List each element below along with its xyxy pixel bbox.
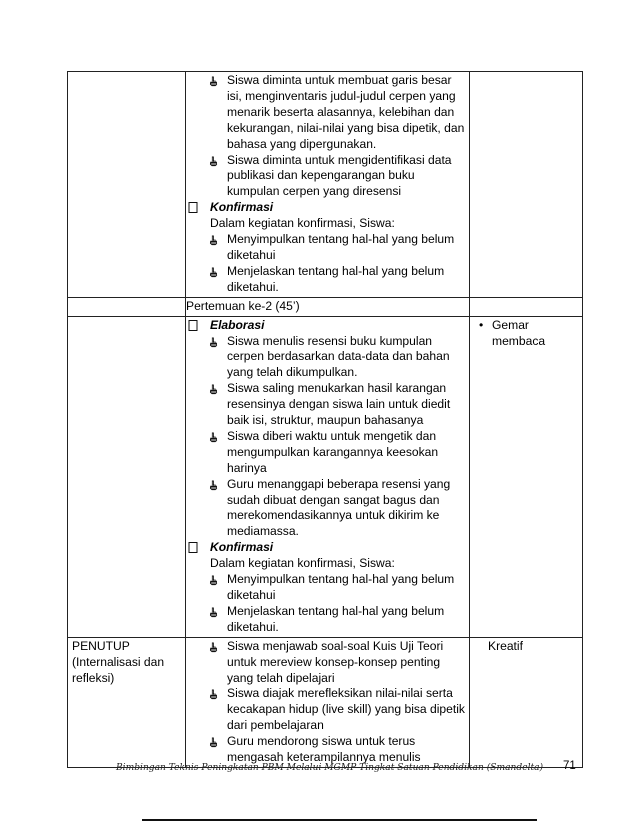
footer-divider [142,819,537,821]
activity-cell [186,316,470,637]
missing-glyph-box-icon [188,202,198,213]
activity-cell [186,72,470,298]
section-heading: Elaborasi [186,318,465,334]
activity-cell [186,637,470,767]
list-item: Siswa menjawab soal-soal Kuis Uji Teori untuk mereview konsep-konsep penting yang telah dipelajari [186,639,465,687]
character-cell [470,72,583,298]
character-value: • Gemar membaca [479,317,546,348]
activity-cell [186,297,470,316]
pointing-hand-icon [208,480,219,491]
pointing-hand-icon [208,432,219,443]
character-cell [470,316,583,637]
section-heading: Konfirmasi [186,200,465,216]
section-intro: Dalam kegiatan konfirmasi, Siswa: [210,216,395,231]
table-row [68,637,583,767]
list-item: Menjelaskan tentang hal-hal yang belum diketahui. [186,264,465,296]
character-cell [470,637,583,767]
pointing-hand-icon [208,76,219,87]
stage-cell [68,72,186,298]
pointing-hand-icon [208,384,219,395]
pointing-hand-icon [208,235,219,246]
pointing-hand-icon [208,337,219,348]
pointing-hand-icon [208,642,219,653]
pointing-hand-icon [208,689,219,700]
table-row [68,316,583,637]
section-heading: Konfirmasi [186,540,465,556]
stage-sublabel: refleksi) [72,670,115,685]
list-item: Menyimpulkan tentang hal-hal yang belum diketahui [186,232,465,264]
character-value: Kreatif [488,638,523,653]
pointing-hand-icon [208,267,219,278]
list-item: Siswa diberi waktu untuk mengetik dan mengumpulkan karangannya keesokan harinya [186,429,465,477]
character-cell [470,297,583,316]
list-item: Guru mendorong siswa untuk terus mengasah keterampilannya menulis [186,734,465,766]
list-item: Siswa diminta untuk mengidentifikasi data publikasi dan kepengarangan buku kumpulan cerpen yang diresensi [186,153,465,201]
pointing-hand-icon [208,575,219,586]
list-item: Siswa saling menukarkan hasil karangan resensinya dengan siswa lain untuk diedit baik isi, struktur, maupun bahasanya [186,381,465,429]
lesson-plan-table [67,71,583,768]
list-item: Guru menanggapi beberapa resensi yang sudah dibuat dengan sangat bagus dan merekomendasikannya untuk dikirim ke mediamassa. [186,477,465,541]
list-item: Siswa diminta untuk membuat garis besar isi, menginventaris judul-judul cerpen yang menarik beserta alasannya, kelebihan dan kekurangan, nilai-nilai yang bisa dipetik, dan bahasa yang dipergunakan. [186,73,465,153]
stage-label: PENUTUP [72,638,130,653]
list-item: Siswa diajak merefleksikan nilai-nilai serta kecakapan hidup (live skill) yang bisa dipetik dari pembelajaran [186,686,465,734]
stage-cell [68,637,186,767]
stage-cell [68,297,186,316]
stage-sublabel: (Internalisasi dan [72,654,165,669]
list-item: Menjelaskan tentang hal-hal yang belum diketahui. [186,604,465,636]
bullet-icon: • [479,317,484,332]
table-row [68,297,583,316]
section-intro: Dalam kegiatan konfirmasi, Siswa: [210,556,395,571]
list-item: Menyimpulkan tentang hal-hal yang belum diketahui [186,572,465,604]
session-label: Pertemuan ke-2 (45’) [186,298,300,313]
pointing-hand-icon [208,607,219,618]
pointing-hand-icon [208,156,219,167]
pointing-hand-icon [208,737,219,748]
table-row [68,72,583,298]
missing-glyph-box-icon [188,320,198,331]
list-item: Siswa menulis resensi buku kumpulan cerpen berdasarkan data-data dan bahan yang telah dikumpulkan. [186,334,465,382]
page-number: 71 [563,760,576,772]
missing-glyph-box-icon [188,542,198,553]
stage-cell [68,316,186,637]
footer-text: Bimbingan Teknis Peningkatan PBM Melalui MGMP Tingkat Satuan Pendidikan (Smandelta) [116,763,544,773]
